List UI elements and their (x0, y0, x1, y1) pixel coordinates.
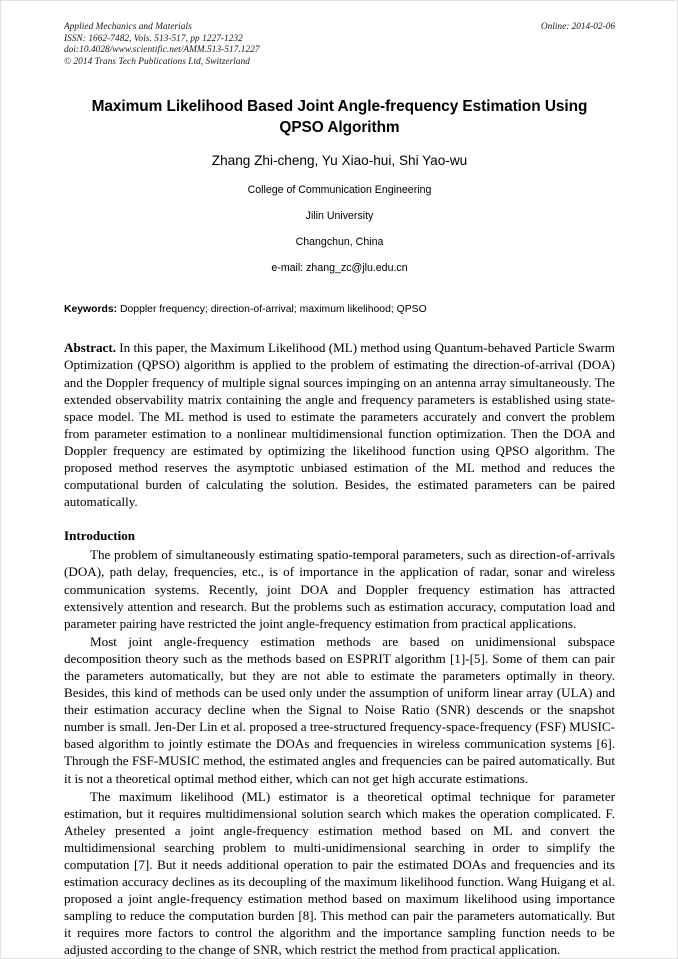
affiliation-university: Jilin University (305, 210, 374, 223)
section-heading-introduction: Introduction (64, 528, 136, 544)
paragraph: The maximum likelihood (ML) estimator is a theoretical optimal technique for parameter estimation, but it requires multidimensional solution search which makes the operation complicated. F. Atheley presented a joint angle-frequency estimation method based on ML and convert the multidimensional searching problem to multi-unidimensional searching in order to simplify the computation [7]. But it needs additional operation to pair the estimated DOAs and frequencies and its estimation accuracy declines as its decoupling of the maximum likelihood function. Wang Huigang et al. proposed a joint angle-frequency estimation method based on maximum likelihood using importance sampling to reduce the computation burden [8]. This method can pair the parameters automatically. But it requires more factors to control the algorithm and the importance sampling function needs to be adjusted according to the change of SNR, which restrict the method from practical application. (64, 788, 615, 958)
journal-issn-line: ISSN: 1662-7482, Vols. 513-517, pp 1227-1232 (64, 33, 243, 44)
abstract-text: In this paper, the Maximum Likelihood (ML) method using Quantum-behaved Particle Swarm Optimization (QPSO) algorithm is applied to the problem of estimating the direction-of-arrival (DOA) and the Doppler frequency of multiple signal sources impinging on an antenna array simultaneously. The extended observability matrix containing the angle and frequency parameters is established using state-space model. The ML method is used to estimate the parameters accurately and convert the problem from parameter estimation to a nonlinear multidimensional function optimization. Then the DOA and Doppler frequency are estimated by optimizing the likelihood function using QPSO algorithm. The proposed method reserves the asymptotic unbiased estimation of the ML method and reduces the computational burden of calculating the solution. Besides, the estimated parameters can be paired automatically. (64, 340, 615, 510)
journal-copyright-line: © 2014 Trans Tech Publications Ltd, Switzerland (64, 56, 250, 67)
abstract-paragraph (64, 339, 615, 510)
page-content (64, 22, 615, 959)
abstract-label: Abstract. (64, 340, 116, 356)
page-title: Maximum Likelihood Based Joint Angle-frequency Estimation Using QPSO Algorithm (91, 98, 588, 136)
journal-header (64, 22, 615, 68)
paragraph: Most joint angle-frequency estimation methods are based on unidimensional subspace decomposition theory such as the methods based on ESPRIT algorithm [1]-[5]. Some of them can pair the parameters automatically, but they are not able to estimate the parameters optimally in theory. Besides, this kind of methods can be used only under the assumption of uniform linear array (ULA) and their estimation accuracy decline when the Signal to Noise Ratio (SNR) descends or the snapshot number is small. Jen-Der Lin et al. proposed a tree-structured frequency-space-frequency (FSF) MUSIC-based algorithm to jointly estimate the DOAs and frequencies in wireless communication systems [6]. Through the FSF-MUSIC method, the estimated angles and frequencies can be paired automatically. But it is not a theoretical optimal method either, which can not get high accurate estimations. (64, 633, 615, 786)
keywords-label: Keywords: (64, 304, 118, 316)
keywords-value: Doppler frequency; direction-of-arrival; maximum likelihood; QPSO (117, 304, 427, 316)
author-list: Zhang Zhi-cheng, Yu Xiao-hui, Shi Yao-wu (211, 153, 468, 169)
journal-doi-line: doi:10.4028/www.scientific.net/AMM.513-517.1227 (64, 45, 260, 56)
keywords-line (64, 303, 615, 317)
affiliation-email: e-mail: zhang_zc@jlu.edu.cn (271, 262, 408, 275)
journal-name: Applied Mechanics and Materials (64, 22, 192, 32)
affiliation-department: College of Communication Engineering (247, 184, 432, 197)
online-date: Online: 2014-02-06 (540, 22, 615, 32)
affiliation-city: Changchun, China (295, 236, 384, 249)
paragraph: The problem of simultaneously estimating spatio-temporal parameters, such as direction-of-arrivals (DOA), path delay, frequencies, etc., is of importance in the application of radar, sonar and wireless communication systems. Recently, joint DOA and Doppler frequency estimation has attracted extensively attention and research. But the problems such as estimation accuracy, computation load and parameter pairing have restricted the joint angle-frequency estimation from practical applications. (64, 547, 615, 631)
title-block (64, 97, 615, 138)
